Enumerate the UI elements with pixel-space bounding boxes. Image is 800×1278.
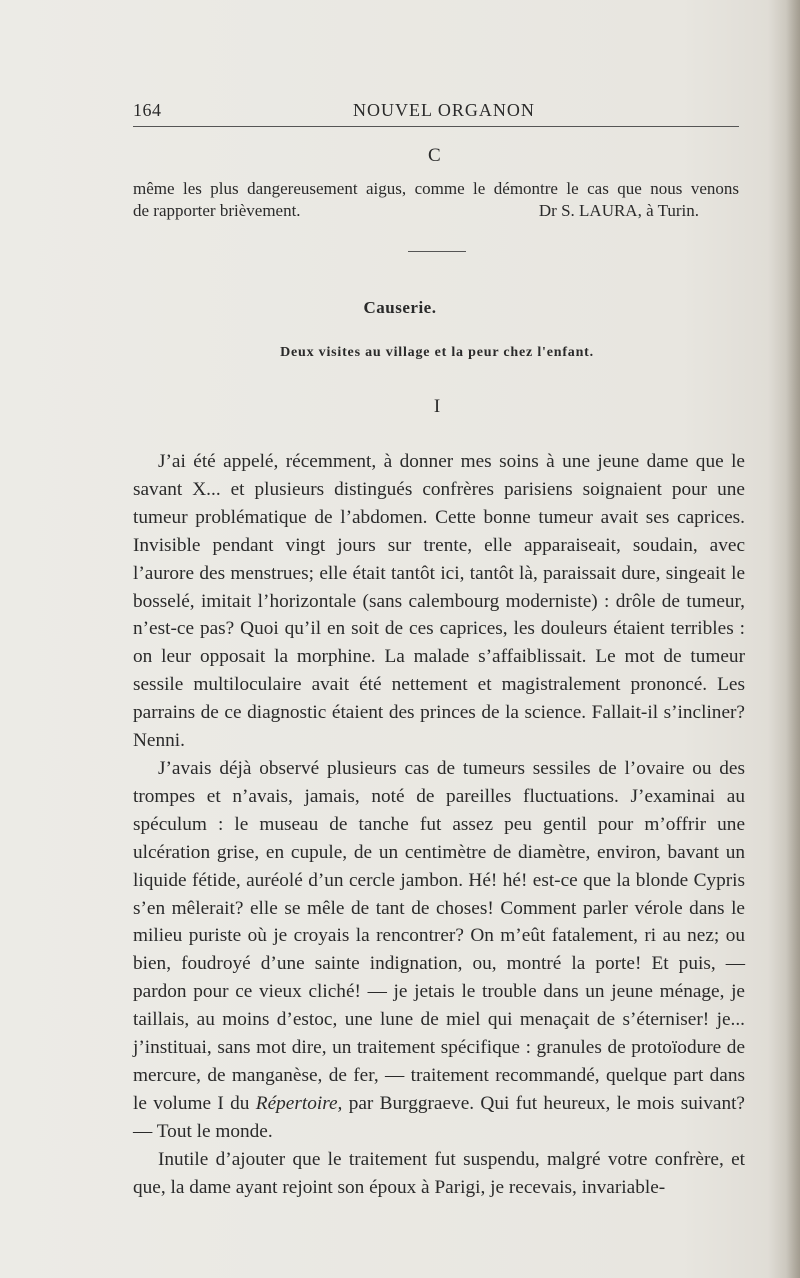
carry-over-paragraph xyxy=(133,178,739,222)
header-rule xyxy=(133,126,739,127)
page-edge-shadow xyxy=(786,0,800,1278)
book-title-italic: Répertoire, xyxy=(255,1092,343,1114)
running-head: NOUVEL ORGANON xyxy=(353,100,535,120)
section-title: Causerie. xyxy=(363,298,437,317)
page-number: 164 xyxy=(133,100,162,120)
paragraph-3: Inutile d’ajouter que le traitement fut suspendu, malgré votre confrère, et que, la dame ayant rejoint son époux à Parigi, je recevais, invariable- xyxy=(133,1148,745,1198)
author-signature: Dr S. LAURA, à Turin. xyxy=(538,201,699,220)
section-divider xyxy=(408,251,466,252)
paragraph-1: J’ai été appelé, récemment, à donner mes soins à une jeune dame que le savant X... et plusieurs distingués confrères parisiens soignaient pour une tumeur problématique de l’abdomen. Cette bonne tumeur avait ses caprices. Invisible pendant vingt jours sur trente, elle apparaiseait, soudain, avec l’aurore des menstrues; elle était tantôt ici, tantôt là, paraissait dure, singeait le bosselé, imitait l’horizontale (sans calembourg moderniste) : drôle de tumeur, n’est-ce pas? Quoi qu’il en soit de ces caprices, les douleurs étaient terribles : on leur opposait la morphine. La malade s’affaiblissait. Le mot de tumeur sessile multiloculaire avait été nettement et magistralement prononcé. Les parrains de ce diagnostic étaient des princes de la science. Fallait-il s’incliner? Nenni. xyxy=(133,451,745,752)
paragraph-2 xyxy=(133,755,745,1146)
chapter-numeral: I xyxy=(433,396,441,417)
carry-over-line-1: même les plus dangereusement aigus, comme le démontre le cas que nous venons xyxy=(133,179,739,198)
paragraph-2-text-b: par Burggraeve. Qui fut heureux, le mois suivant? — Tout le monde. xyxy=(133,1092,745,1142)
carry-over-line-2-text: de rapporter brièvement. xyxy=(133,201,301,220)
body-text xyxy=(133,448,745,1201)
signature-letter-mark: C xyxy=(428,145,441,166)
paragraph-2-text-a: J’avais déjà observé plusieurs cas de tumeurs sessiles de l’ovaire ou des trompes et n’avais, jamais, noté de pareilles fluctuations. J’examinai au spéculum : le museau de tanche fut assez peu gentil pour m’offrir une ulcération grise, en cupule, de un centimètre de diamètre, environ, bavant un liquide fétide, auréolé d’un cercle jambon. Hé! hé! est-ce que la blonde Cypris s’en mêlerait? elle se mêle de tant de choses! Comment parler vérole dans le milieu puriste où je croyais la rencontrer? On m’eût fatalement, ri au nez; ou bien, foudroyé d’une sainte indignation, ou, montré la porte! Et puis, — pardon pour ce vieux cliché! — je jetais le trouble dans un jeune ménage, je taillais, au moins d’estoc, une lune de miel qui menaçait de s’éterniser! je... j’instituai, sans mot dire, un traitement spécifique : granules de protoïodure de mercure, de manganèse, de fer, — traitement recommandé, quelque part dans le volume I du xyxy=(133,757,745,1114)
carry-over-line-2 xyxy=(133,200,739,222)
page-header xyxy=(133,100,739,126)
section-subtitle: Deux visites au village et la peur chez l'enfant. xyxy=(280,345,594,360)
